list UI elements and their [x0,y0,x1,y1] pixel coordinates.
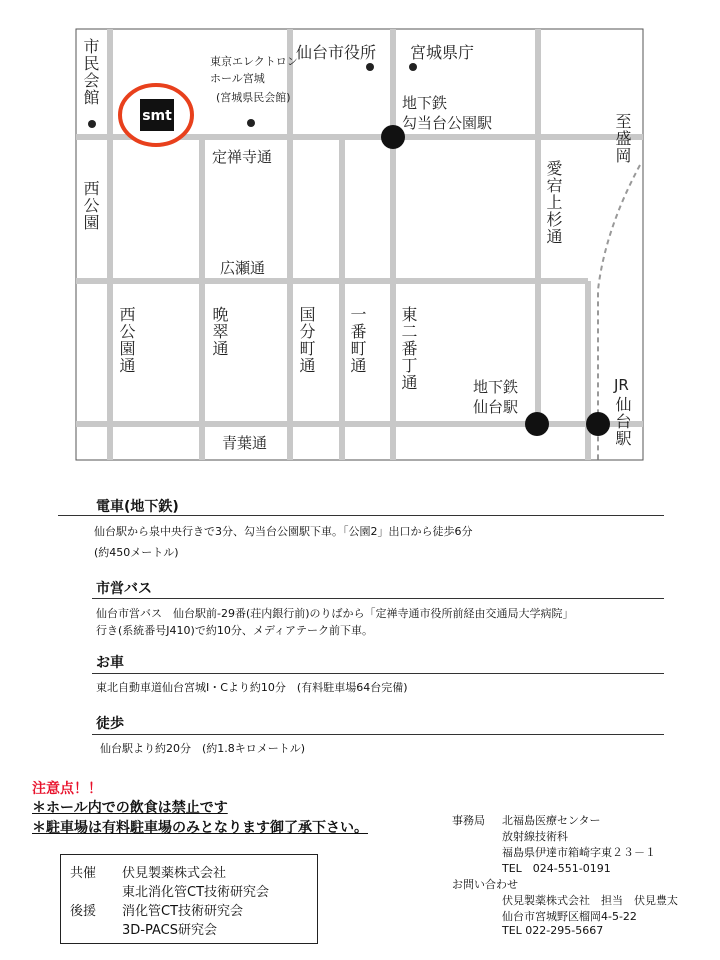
label-kokubuncho: 国分町通 [297,306,316,374]
label-aoba: 青葉通 [222,434,268,452]
shiminkaikan-dot [88,120,96,128]
contact-inquiry-1: 伏見製薬株式会社 担当 伏見豊太 [502,894,678,907]
contact-inquiry-label: お問い合わせ [452,878,518,891]
label-subway-koen-1: 地下鉄 [402,94,448,112]
label-subway-sendai-2: 仙台駅 [473,398,519,416]
sponsor-kyosai-2: 東北消化管CT技術研究会 [122,885,270,900]
section-walk-title: 徒歩 [96,716,124,732]
label-shiminkaikan: 市民会館 [81,38,100,106]
subway-sendai-station-marker [525,412,549,436]
section-bus-line-2: 行き(系統番号J410)で約10分、メディアテーク前下車。 [96,624,373,637]
label-hirosedori: 広瀬通 [220,259,266,277]
label-higashinibancho: 東二番丁通 [399,306,418,391]
section-train-title: 電車(地下鉄) [96,499,179,515]
label-shimorioka: 至盛岡 [613,113,632,164]
section-train-rule [58,515,664,516]
sponsor-kyosai-1: 伏見製薬株式会社 [122,866,227,881]
contact-office-label: 事務局 [452,814,485,827]
section-bus-line-1: 仙台市営バス 仙台駅前-29番(荘内銀行前)のりばから「定禅寺通市役所前経由交通局大学病院」 [96,607,574,620]
shiyakusho-dot [366,63,374,71]
label-hall-2: ホール宮城 [210,72,265,85]
section-walk-line-1: 仙台駅より約20分 (約1.8キロメートル) [100,742,306,755]
sponsor-kyosai-label: 共催 [70,866,97,881]
label-nishikoendori: 西公園通 [117,306,136,374]
label-nishikoen-top: 西公園 [81,180,100,231]
kenchou-dot [409,63,417,71]
contact-office-1: 北福島医療センター [502,814,601,827]
label-jr-sendai-2: 仙台駅 [613,396,632,447]
sponsor-kouen-label: 後援 [70,904,97,919]
contact-office-tel: TEL 024-551-0191 [502,862,611,875]
sponsor-kouen-2: 3D-PACS研究会 [122,923,217,938]
section-train-line-1: 仙台駅から泉中央行きで3分、勾当台公園駅下車。「公園2」出口から徒歩6分 [94,525,473,538]
label-hall-1: 東京エレクトロン [210,55,298,68]
notice-line-2: ＊駐車場は有料駐車場のみとなります御了承下さい。 [32,820,368,836]
contact-office-3: 福島県伊達市箱崎字東２３－１ [502,846,656,859]
contact-inquiry-tel: TEL 022-295-5667 [502,924,604,937]
label-bansui: 晩翠通 [210,306,229,357]
label-subway-koen-2: 勾当台公園駅 [402,114,493,132]
section-car-title: お車 [96,655,124,671]
section-bus-title: 市営バス [96,581,152,597]
access-map [0,0,720,470]
hall-dot [247,119,255,127]
label-ichibancho: 一番町通 [348,306,367,374]
label-atagokamisugi: 愛宕上杉通 [544,160,563,245]
contact-office-2: 放射線技術科 [502,830,568,843]
smt-logo-text: smt [142,108,172,124]
contact-inquiry-2: 仙台市宮城野区榴岡4-5-22 [502,910,637,923]
notice-title: 注意点！！ [32,781,102,797]
label-hall-3: (宮城県民会館) [216,91,291,104]
jr-sendai-station-marker [586,412,610,436]
notice-line-1: ＊ホール内での飲食は禁止です [32,800,228,816]
section-train-line-2: (約450メートル) [94,546,179,559]
section-walk-rule [92,734,664,735]
label-jr-sendai-1: JR [614,376,629,394]
section-bus-rule [92,598,664,599]
label-jozenji: 定禅寺通 [212,148,273,166]
label-kenchou: 宮城県庁 [410,43,475,62]
sponsor-kouen-1: 消化管CT技術研究会 [122,904,244,919]
label-subway-sendai-1: 地下鉄 [473,378,519,396]
label-shiyakusho: 仙台市役所 [296,43,377,62]
section-car-line-1: 東北自動車道仙台宮城I・Cより約10分 (有料駐車場64台完備) [96,681,408,694]
section-car-rule [92,673,664,674]
